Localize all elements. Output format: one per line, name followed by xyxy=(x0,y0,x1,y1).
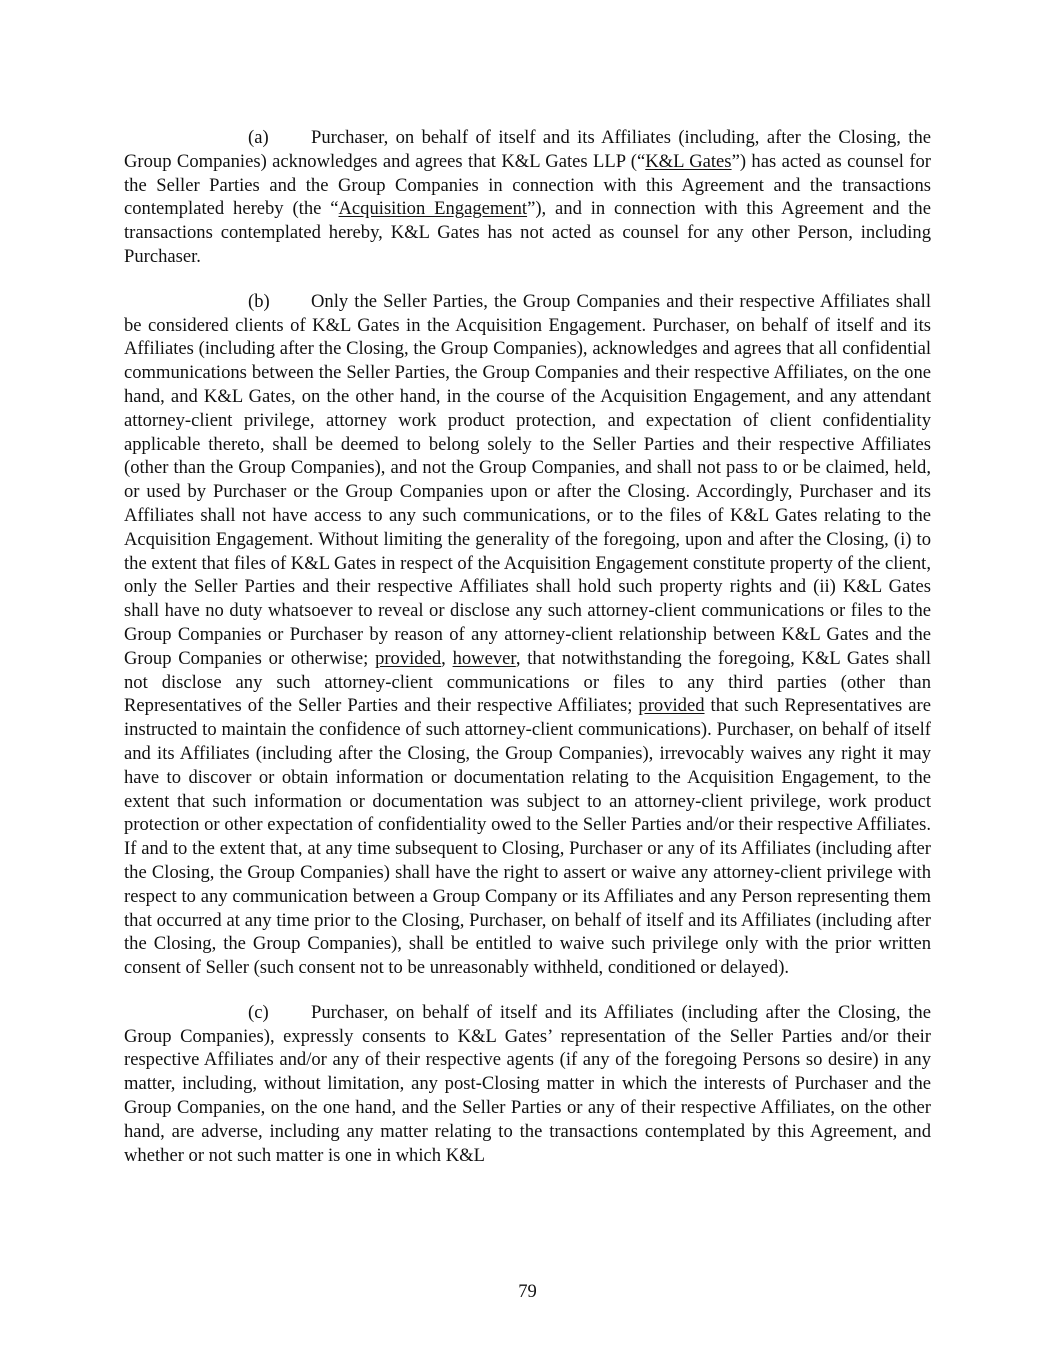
paragraph-c xyxy=(124,1001,931,1168)
paragraph-b-text-2: , xyxy=(441,647,453,669)
paragraph-b xyxy=(124,290,931,980)
paragraph-b-label: (b) xyxy=(248,290,270,312)
term-provided-2: provided xyxy=(638,695,705,717)
paragraph-b-text-4: that such Representatives are instructed to maintain the confidence of such attorney-client communications). Purchaser, on behalf of itself and its Affiliates (including after the Closing, the Group Companies), irrevocably waives any right it may have to discover or obtain information or documentation relating to the Acquisition Engagement, to the extent that such information or documentation was subject to an attorney-client privilege, work product protection or other expectation of confidentiality owed to the Seller Parties and/or their respective Affiliates. If and to the extent that, at any time subsequent to Closing, Purchaser or any of its Affiliates (including after the Closing, the Group Companies) shall have the right to assert or waive any attorney-client privilege with respect to any communication between a Group Company or its Affiliates and any Person representing them that occurred at any time prior to the Closing, Purchaser, on behalf of itself and its Affiliates (including after the Closing, the Group Companies), shall be entitled to waive such privilege only with the prior written consent of Seller (such consent not to be unreasonably withheld, conditioned or delayed). xyxy=(124,695,931,979)
body-text xyxy=(124,126,931,1188)
paragraph-a-label: (a) xyxy=(248,127,269,148)
term-provided: provided xyxy=(375,647,442,669)
paragraph-b-text-1: Only the Seller Parties, the Group Companies and their respective Affiliates shall be considered clients of K&L Gates in the Acquisition Engagement. Purchaser, on behalf of itself and its Affiliates (including after the Closing, the Group Companies), acknowledges and agrees that all confidential communications between the Seller Parties, the Group Companies and their respective Affiliates, on the one hand, and K&L Gates, on the other hand, in the course of the Acquisition Engagement, and any attendant attorney-client privilege, attorney work product protection, and expectation of client confidentiality applicable thereto, shall be deemed to belong solely to the Seller Parties and their respective Affiliates (other than the Group Companies), and not the Group Companies, and shall not pass to or be claimed, held, or used by Purchaser or the Group Companies upon or after the Closing. Accordingly, Purchaser and its Affiliates shall not have access to any such communications, or to the files of K&L Gates relating to the Acquisition Engagement. Without limiting the generality of the foregoing, upon and after the Closing, (i) to the extent that files of K&L Gates in respect of the Acquisition Engagement constitute property of the client, only the Seller Parties and their respective Affiliates shall hold such property rights and (ii) K&L Gates shall have no duty whatsoever to reveal or disclose any such attorney-client communications or files to the Group Companies or Purchaser by reason of any attorney-client relationship between K&L Gates and the Group Companies or otherwise; xyxy=(124,290,931,669)
paragraph-a-text-2: ”) has acted as counsel for the Seller Parties and the Group Companies in connection with this Agreement and the transactions contemplated hereby (the “ xyxy=(124,150,931,220)
defined-term-kl-gates: K&L Gates xyxy=(645,150,732,172)
paragraph-a-text-3: ”), and in connection with this Agreement and the transactions contemplated hereby, K&L Gates has not acted as counsel for any other Person, including Purchaser. xyxy=(124,198,931,267)
page-number: 79 xyxy=(518,1281,537,1302)
paragraph-a-text-1: Purchaser, on behalf of itself and its Affiliates (including, after the Closing, the Group Companies) acknowledges and agrees that K&L Gates LLP (“ xyxy=(124,127,931,172)
defined-term-acquisition-engagement: Acquisition Engagement xyxy=(338,198,528,220)
term-however: however xyxy=(452,647,516,669)
paragraph-a xyxy=(124,126,931,269)
paragraph-c-label: (c) xyxy=(248,1001,269,1023)
paragraph-b-text-3: , that notwithstanding the foregoing, K&L Gates shall not disclose any such attorney-client communications or files to any third parties (other than Representatives of the Seller Parties and their respective Affiliates; xyxy=(124,647,932,717)
paragraph-c-text-1: Purchaser, on behalf of itself and its Affiliates (including after the Closing, the Group Companies), expressly consents to K&L Gates’ representation of the Seller Parties and/or their respective Affiliates and/or any of their respective agents (if any of the foregoing Persons so desire) in any matter, including, without limitation, any post-Closing matter in which the interests of Purchaser and the Group Companies, on the one hand, and the Seller Parties or any of their respective Affiliates, on the other hand, are adverse, including any matter relating to the transactions contemplated by this Agreement, and whether or not such matter is one in which K&L xyxy=(124,1001,931,1166)
